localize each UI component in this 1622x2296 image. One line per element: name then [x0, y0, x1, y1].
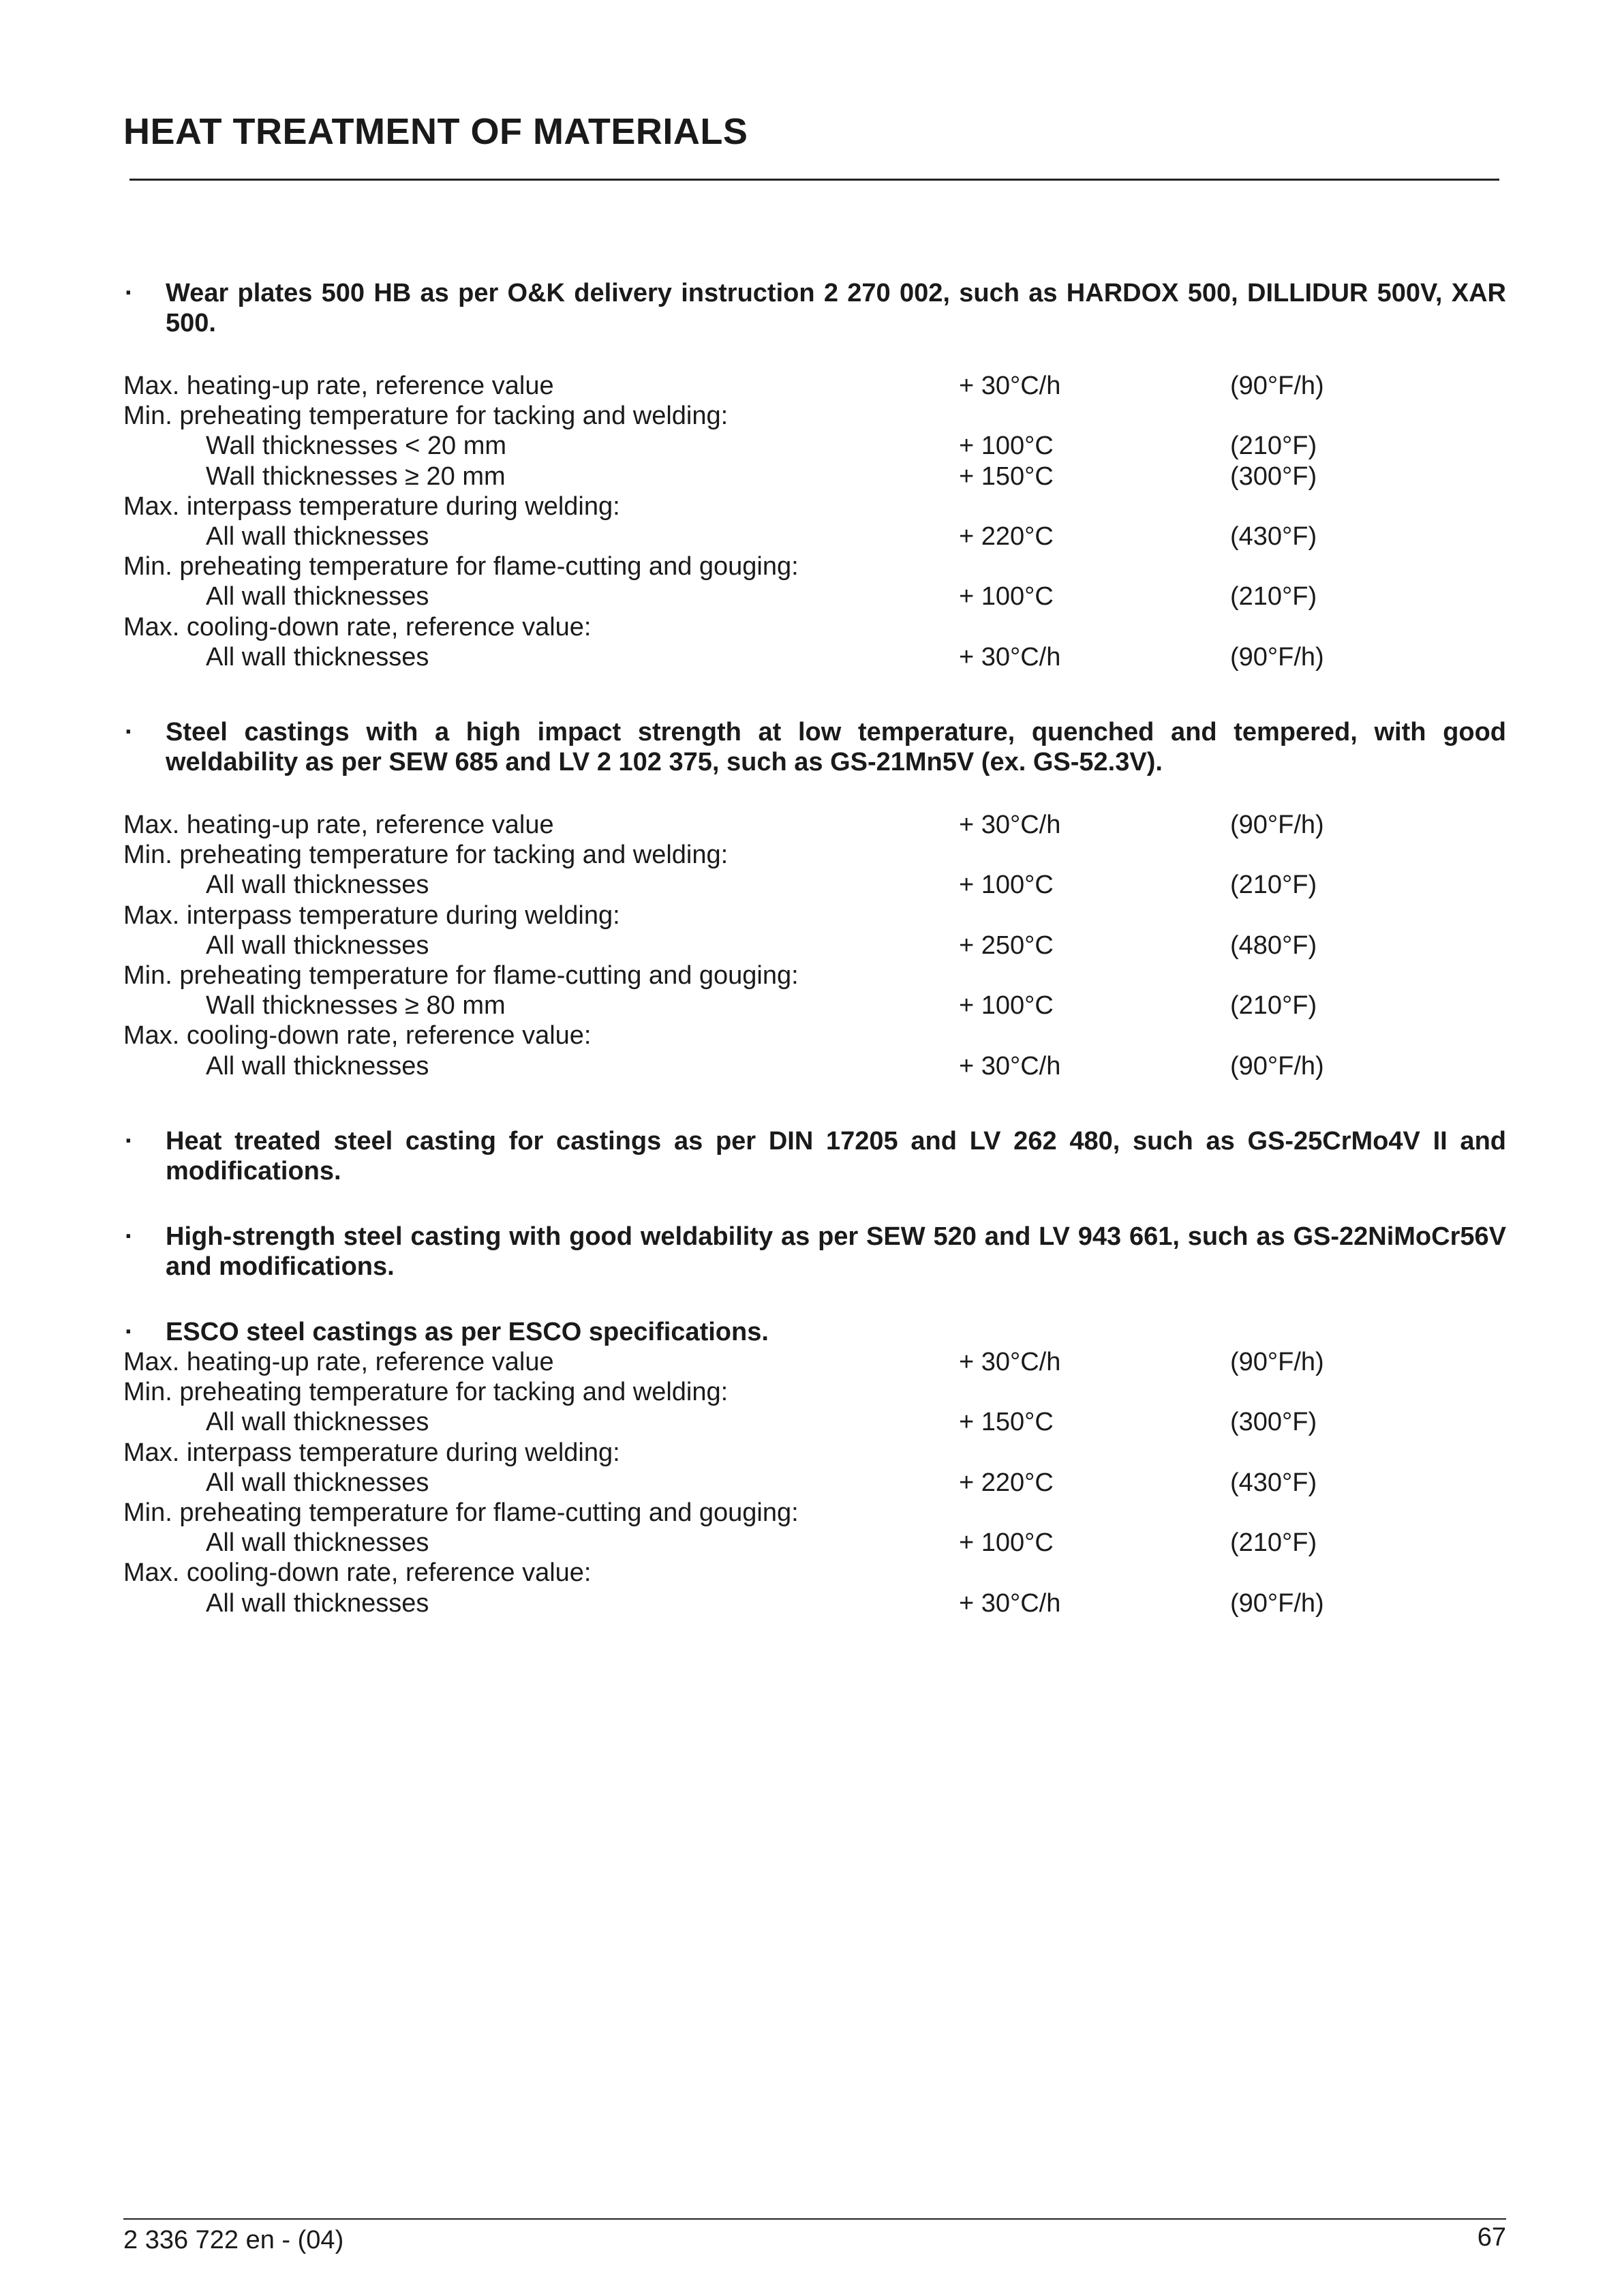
metric-value: + 100°C: [959, 1528, 1054, 1558]
parameter-row: [123, 931, 1506, 961]
parameter-label: All wall thicknesses: [206, 642, 429, 671]
parameter-label: All wall thicknesses: [206, 871, 429, 900]
parameter-label: Min. preheating temperature for flame-cutting and gouging:: [123, 961, 799, 990]
parameter-label: All wall thicknesses: [206, 1408, 429, 1437]
metric-value: + 30°C/h: [959, 642, 1061, 671]
imperial-value: (210°F): [1230, 582, 1317, 611]
metric-value: + 220°C: [959, 1468, 1054, 1497]
parameter-label: Min. preheating temperature for flame-cutting and gouging:: [123, 552, 799, 581]
parameter-label: Min. preheating temperature for flame-cutting and gouging:: [123, 1498, 799, 1527]
parameter-row: [123, 1377, 1506, 1407]
parameter-row: [123, 1588, 1506, 1618]
metric-value: + 30°C/h: [959, 1051, 1061, 1081]
parameter-label: All wall thicknesses: [206, 1588, 429, 1618]
metric-value: + 30°C/h: [959, 811, 1061, 839]
imperial-value: (430°F): [1230, 522, 1317, 551]
section-heading: [123, 1317, 1506, 1347]
imperial-value: (210°F): [1230, 432, 1317, 461]
parameter-label: Max. heating-up rate, reference value: [123, 1348, 554, 1376]
section-heading: [123, 1222, 1506, 1282]
parameter-label: Max. interpass temperature during welding:: [123, 901, 620, 930]
bullet-icon: ·: [125, 1318, 134, 1346]
parameter-row: [123, 492, 1506, 522]
parameter-label: All wall thicknesses: [206, 931, 429, 960]
metric-value: + 150°C: [959, 462, 1054, 491]
imperial-value: (90°F/h): [1230, 1588, 1324, 1618]
parameter-row: [123, 1498, 1506, 1528]
page-title: HEAT TREATMENT OF MATERIALS: [123, 111, 748, 152]
section-esco-castings: [123, 1317, 1506, 1618]
parameter-row: [123, 961, 1506, 991]
metric-value: + 30°C/h: [959, 372, 1061, 400]
parameter-label: Max. cooling-down rate, reference value:: [123, 1021, 592, 1051]
parameter-table: [123, 810, 1506, 1081]
imperial-value: (90°F/h): [1230, 1348, 1324, 1376]
parameter-row: [123, 1528, 1506, 1558]
parameter-label: Max. interpass temperature during welding:: [123, 1438, 620, 1467]
parameter-row: [123, 462, 1506, 492]
metric-value: + 100°C: [959, 991, 1054, 1021]
bullet-icon: ·: [125, 1222, 134, 1251]
imperial-value: (210°F): [1230, 1528, 1317, 1558]
imperial-value: (90°F/h): [1230, 1051, 1324, 1081]
parameter-row: [123, 901, 1506, 931]
parameter-table: [123, 371, 1506, 672]
parameter-table: [123, 1347, 1506, 1618]
footer-divider: [123, 2218, 1506, 2220]
metric-value: + 220°C: [959, 522, 1054, 551]
parameter-row: [123, 1021, 1506, 1051]
imperial-value: (90°F/h): [1230, 372, 1324, 400]
metric-value: + 100°C: [959, 432, 1054, 461]
imperial-value: (300°F): [1230, 1408, 1317, 1437]
parameter-row: [123, 870, 1506, 900]
parameter-label: All wall thicknesses: [206, 1051, 429, 1081]
section-heading: [123, 278, 1506, 338]
parameter-label: Max. cooling-down rate, reference value:: [123, 1558, 592, 1588]
parameter-row: [123, 991, 1506, 1021]
parameter-label: All wall thicknesses: [206, 522, 429, 551]
imperial-value: (300°F): [1230, 462, 1317, 491]
imperial-value: (210°F): [1230, 991, 1317, 1021]
parameter-label: Max. cooling-down rate, reference value:: [123, 612, 592, 641]
document-number: 2 336 722 en - (04): [123, 2226, 344, 2254]
parameter-row: [123, 810, 1506, 840]
parameter-row: [123, 581, 1506, 611]
parameter-row: [123, 1468, 1506, 1498]
bullet-icon: ·: [125, 279, 134, 307]
parameter-label: Max. heating-up rate, reference value: [123, 372, 554, 400]
section-heading: [123, 717, 1506, 777]
metric-value: + 30°C/h: [959, 1348, 1061, 1376]
parameter-label: All wall thicknesses: [206, 582, 429, 611]
bullet-icon: ·: [125, 1127, 134, 1155]
section-heading-text: High-strength steel casting with good weldability as per SEW 520 and LV 943 661, such as GS-22NiMoCr56V and modifications.: [166, 1222, 1506, 1281]
parameter-row: [123, 1558, 1506, 1588]
parameter-label: Wall thicknesses < 20 mm: [206, 432, 507, 461]
parameter-label: Wall thicknesses ≥ 80 mm: [206, 991, 506, 1021]
title-divider: [129, 179, 1499, 181]
imperial-value: (210°F): [1230, 871, 1317, 900]
parameter-row: [123, 552, 1506, 581]
parameter-label: Min. preheating temperature for tacking and welding:: [123, 1378, 729, 1407]
parameter-label: Min. preheating temperature for tacking and welding:: [123, 402, 729, 431]
metric-value: + 150°C: [959, 1408, 1054, 1437]
imperial-value: (480°F): [1230, 931, 1317, 960]
parameter-label: All wall thicknesses: [206, 1528, 429, 1558]
bullet-icon: ·: [125, 718, 134, 746]
metric-value: + 250°C: [959, 931, 1054, 960]
parameter-label: Min. preheating temperature for tacking and welding:: [123, 841, 729, 870]
parameter-row: [123, 840, 1506, 870]
section-heading: [123, 1126, 1506, 1186]
parameter-row: [123, 522, 1506, 552]
parameter-label: Max. heating-up rate, reference value: [123, 811, 554, 839]
section-high-strength-casting: [123, 1222, 1506, 1282]
parameter-row: [123, 401, 1506, 431]
parameter-label: Max. interpass temperature during welding:: [123, 492, 620, 521]
parameter-label: All wall thicknesses: [206, 1468, 429, 1497]
parameter-row: [123, 1347, 1506, 1377]
parameter-row: [123, 642, 1506, 672]
section-heading-text: Steel castings with a high impact strength at low temperature, quenched and tempered, with good weldability as per SEW 685 and LV 2 102 375, such as GS-21Mn5V (ex. GS-52.3V).: [166, 718, 1506, 776]
section-heading-text: ESCO steel castings as per ESCO specifications.: [166, 1318, 769, 1346]
parameter-row: [123, 1051, 1506, 1081]
parameter-row: [123, 612, 1506, 642]
section-steel-castings-impact: [123, 717, 1506, 1081]
metric-value: + 100°C: [959, 871, 1054, 900]
section-heading-text: Wear plates 500 HB as per O&K delivery instruction 2 270 002, such as HARDOX 500, DILLIDUR 500V, XAR 500.: [166, 279, 1506, 337]
section-heat-treated-casting: [123, 1126, 1506, 1186]
imperial-value: (430°F): [1230, 1468, 1317, 1497]
parameter-row: [123, 431, 1506, 461]
imperial-value: (90°F/h): [1230, 811, 1324, 839]
parameter-row: [123, 371, 1506, 401]
section-wear-plates: [123, 278, 1506, 672]
imperial-value: (90°F/h): [1230, 642, 1324, 671]
section-heading-text: Heat treated steel casting for castings as per DIN 17205 and LV 262 480, such as GS-25CrMo4V II and modifications.: [166, 1127, 1506, 1185]
parameter-label: Wall thicknesses ≥ 20 mm: [206, 462, 506, 491]
page-number: 67: [1477, 2223, 1506, 2252]
parameter-row: [123, 1438, 1506, 1468]
metric-value: + 100°C: [959, 582, 1054, 611]
parameter-row: [123, 1407, 1506, 1437]
metric-value: + 30°C/h: [959, 1588, 1061, 1618]
